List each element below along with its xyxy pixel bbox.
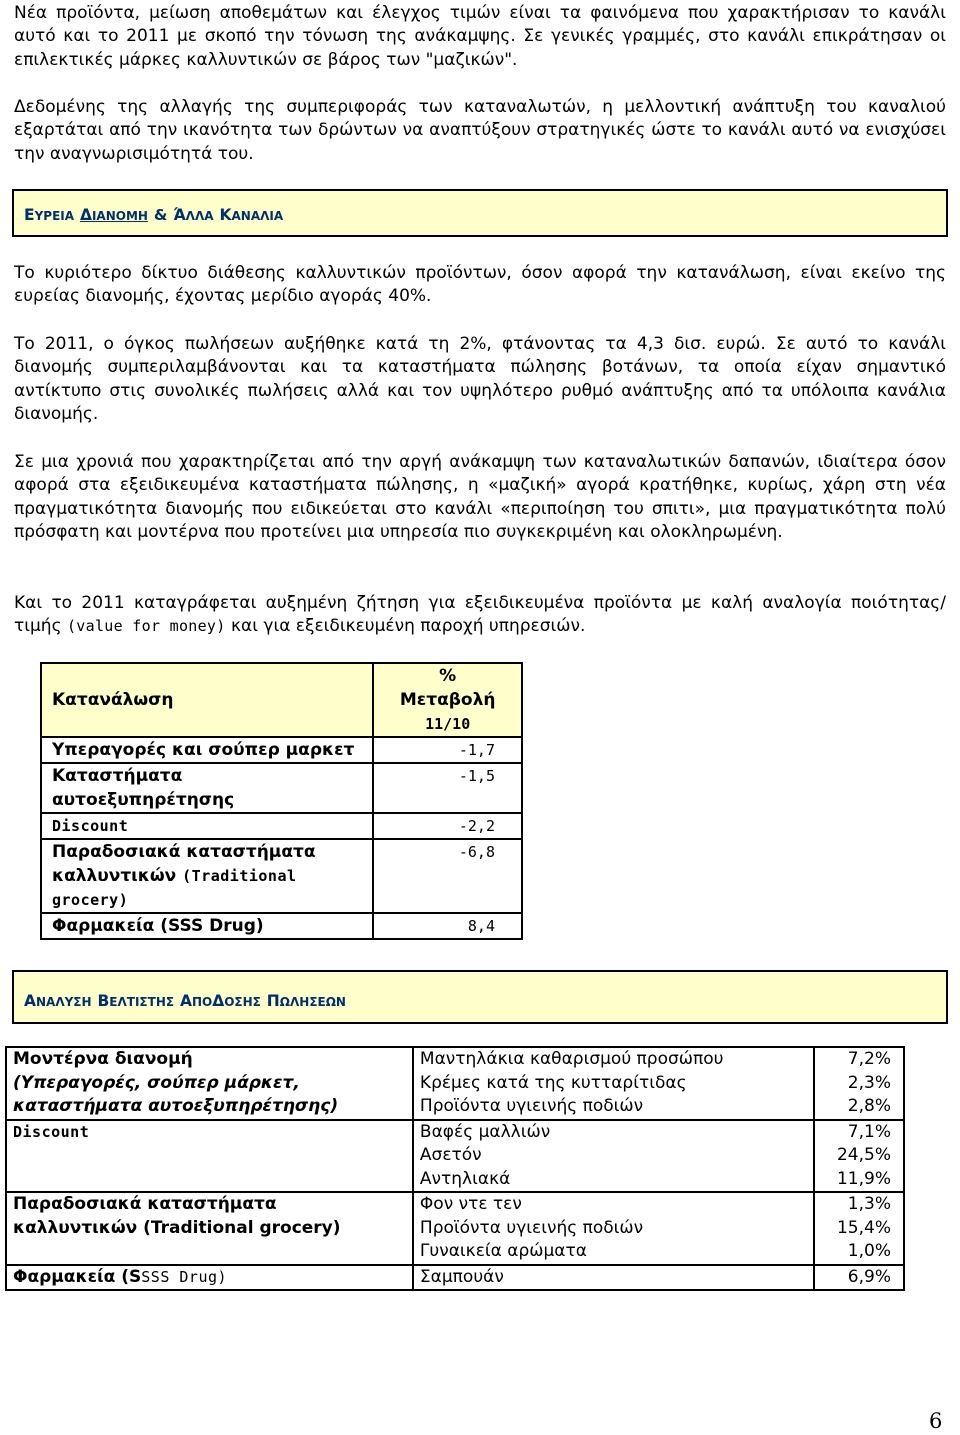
banner-word: Β	[97, 992, 110, 1010]
paragraph-consumer-behaviour: Δεδομένης της αλλαγής της συμπεριφοράς των καταναλωτών, η μελλοντική ανάπτυξη του καναλιού εξαρτάται από την ικανότητα των δρώντων να αναπτύξουν στρατηγικές ώστε το κανάλι αυτό να ενισχύσει την αναγνωρισιμότητά του.	[14, 97, 946, 164]
channel-detail: καταστήματα αυτοεξυπηρέτησης)	[13, 1096, 339, 1116]
percents-cell	[814, 1047, 904, 1120]
best-sales-table	[5, 1046, 905, 1291]
product-percent: 2,8%	[847, 1096, 891, 1116]
header-year: 11/10	[425, 715, 471, 733]
paragraph-value-for-money	[14, 592, 946, 639]
banner-word: ΠΟ	[191, 995, 213, 1009]
paragraph-main-network: Το κυριότερο δίκτυο διάθεσης καλλυντικών προϊόντων, όσον αφορά την κατανάλωση, είναι εκείνο της ευρείας διανομής, έχοντας μερίδιο αγοράς 40%.	[14, 263, 946, 307]
table-row	[6, 1265, 904, 1291]
channel-name: Φαρμακεία (S	[13, 1266, 142, 1287]
header-consumption: Κατανάλωση	[41, 663, 373, 737]
percents-cell	[814, 1192, 904, 1265]
products-cell	[413, 1265, 814, 1291]
table-row	[41, 813, 522, 839]
channel-detail: (Υπεραγορές, σούπερ μάρκετ,	[13, 1072, 300, 1093]
table-row	[41, 763, 522, 813]
header-pct: %	[439, 666, 457, 686]
products-cell	[413, 1120, 814, 1193]
paragraph-intro: Νέα προϊόντα, μείωση αποθεμάτων και έλεγχος τιμών είναι τα φαινόμενα που χαρακτήρισαν το κανάλι αυτό και το 2011 με σκοπό την τόνωση της ανάκαμψης. Σε γενικές γραμμές, στο κανάλι επικράτησαν οι επιλεκτικές μάρκες καλλυντικών σε βάρος των "μαζικών".	[14, 3, 946, 70]
banner-word: Ε	[24, 206, 35, 224]
product-name: Κρέμες κατά της κυτταρίτιδας	[419, 1072, 687, 1093]
row-value: -2,2	[373, 813, 522, 839]
banner-word: &	[153, 206, 168, 224]
section-banner-wide-distribution	[12, 189, 948, 237]
banner-word: Π	[266, 992, 280, 1010]
banner-word: Α	[24, 992, 36, 1010]
product-percent: 15,4%	[836, 1217, 891, 1238]
table-header-row	[41, 663, 522, 737]
row-value: 8,4	[373, 913, 522, 939]
table-row	[41, 913, 522, 939]
product-percent: 7,1%	[847, 1121, 891, 1142]
product-name: Σαμπουάν	[419, 1266, 504, 1287]
banner-word: Α	[179, 992, 192, 1010]
channel-cell	[6, 1047, 413, 1120]
table-row	[6, 1047, 904, 1120]
banner-word: ΕΛΤΙΣΤΗΣ	[109, 995, 175, 1009]
row-value: -1,7	[373, 737, 522, 763]
paragraph-sales-volume: Το 2011, ο όγκος πωλήσεων αυξήθηκε κατά τη 2%, φτάνοντας τα 4,3 δισ. ευρώ. Σε αυτό το κανάλι διανομής συμπεριλαμβάνονται και τα καταστήματα πώλησης βοτάνων, τα οποία είχαν σημαντικό αντίκτυπο στις συνολικές πωλήσεις αλλά και τον υψηλότερο ρυθμό ανάπτυξης από τα υπόλοιπα κανάλια διανομής.	[14, 334, 946, 424]
product-name: Μαντηλάκια καθαρισμού προσώπου	[419, 1049, 724, 1069]
products-cell	[413, 1047, 814, 1120]
percents-cell	[814, 1120, 904, 1193]
banner-word: Ά	[173, 206, 186, 224]
product-percent: 1,3%	[847, 1194, 891, 1214]
product-percent: 6,9%	[847, 1266, 891, 1287]
paragraph-mass-market: Σε μια χρονιά που χαρακτηρίζεται από την αργή ανάκαμψη των καταναλωτικών δαπανών, ιδιαίτερα όσον αφορά στα εξειδικευμένα καταστήματα πώλησης, η «μαζική» αγορά κρατήθηκε, κυρίως, χάρη στη νέα πραγματικότητα διανομής που ειδικεύεται στο κανάλι «περιποίηση του σπιτι», μια πραγματικότητα πολύ πρόσφατη και μοντέρνα που προτείνει μια υπηρεσία πιο συγκεκριμένη και ολοκληρωμένη.	[14, 452, 946, 542]
table-row	[41, 839, 522, 913]
product-name: Προϊόντα υγιεινής ποδιών	[419, 1096, 644, 1116]
product-percent: 24,5%	[836, 1145, 891, 1165]
channel-cell	[6, 1120, 413, 1193]
product-name: Αντηλιακά	[419, 1168, 511, 1189]
products-cell	[413, 1192, 814, 1265]
channel-cell	[6, 1265, 413, 1291]
row-label: Καταστήματα αυτοεξυπηρέτησης	[41, 763, 373, 813]
product-percent: 1,0%	[847, 1241, 891, 1261]
banner-word: ΩΛΗΣΕΩΝ	[279, 995, 346, 1009]
consumption-change-table	[40, 662, 523, 940]
channel-name: Discount	[13, 1122, 90, 1141]
row-value: -1,5	[373, 763, 522, 813]
product-name: Προϊόντα υγιεινής ποδιών	[419, 1217, 644, 1238]
product-name: Βαφές μαλλιών	[419, 1121, 551, 1142]
table-row	[41, 737, 522, 763]
channel-name: Παραδοσιακά καταστήματα	[13, 1194, 277, 1214]
table-row	[6, 1192, 904, 1265]
row-label: Φαρμακεία (SSS Drug)	[41, 913, 373, 939]
banner-word: ΙΑΝΟΜΗ	[91, 209, 148, 223]
product-name: Γυναικεία αρώματα	[419, 1241, 587, 1261]
page-number: 6	[929, 1409, 943, 1433]
banner-word: ΑΝΑΛΙΑ	[231, 209, 284, 223]
row-label-mono: (Traditional grocery)	[52, 867, 297, 909]
percents-cell	[814, 1265, 904, 1291]
product-percent: 11,9%	[836, 1168, 891, 1189]
banner-word: Δ	[79, 206, 92, 224]
banner-word: ΟΣΗΣ	[224, 995, 261, 1009]
channel-name-mono: SSS Drug)	[141, 1267, 228, 1286]
row-label-text: Discount	[52, 817, 129, 835]
banner-word: ΛΛΑ	[185, 209, 214, 223]
banner-word: ΝΑΛΥΣΗ	[36, 995, 92, 1009]
banner-word: Κ	[219, 206, 232, 224]
row-label	[41, 839, 373, 913]
row-label-text: Παραδοσιακά καταστήματα καλλυντικών	[52, 842, 316, 886]
channel-detail: καλλυντικών (Traditional grocery)	[13, 1217, 341, 1238]
product-name: Ασετόν	[419, 1145, 482, 1165]
product-percent: 2,3%	[847, 1072, 891, 1093]
channel-name: Μοντέρνα διανομή	[13, 1049, 193, 1069]
banner-word: ΥΡΕΙΑ	[34, 209, 75, 223]
banner-word: Δ	[212, 992, 225, 1010]
section-banner-sales-analysis	[12, 970, 948, 1024]
header-change-label: Μεταβολή	[399, 690, 496, 710]
table-row	[6, 1120, 904, 1193]
channel-cell	[6, 1192, 413, 1265]
paragraph-text: και για εξειδικευμένη παροχή υπηρεσιών.	[225, 616, 586, 637]
header-change	[373, 663, 522, 737]
product-percent: 7,2%	[847, 1049, 891, 1069]
row-label	[41, 813, 373, 839]
paragraph-text-mono: (value for money)	[66, 617, 226, 636]
product-name: Φον ντε τεν	[419, 1194, 522, 1214]
row-label: Υπεραγορές και σούπερ μαρκετ	[41, 737, 373, 763]
paragraph-text: Και το 2011 καταγράφεται αυξημένη ζήτηση για εξειδικευμένα προϊόντα με καλή αναλογία ποιότητας/τιμής	[14, 593, 946, 637]
row-value: -6,8	[373, 839, 522, 913]
